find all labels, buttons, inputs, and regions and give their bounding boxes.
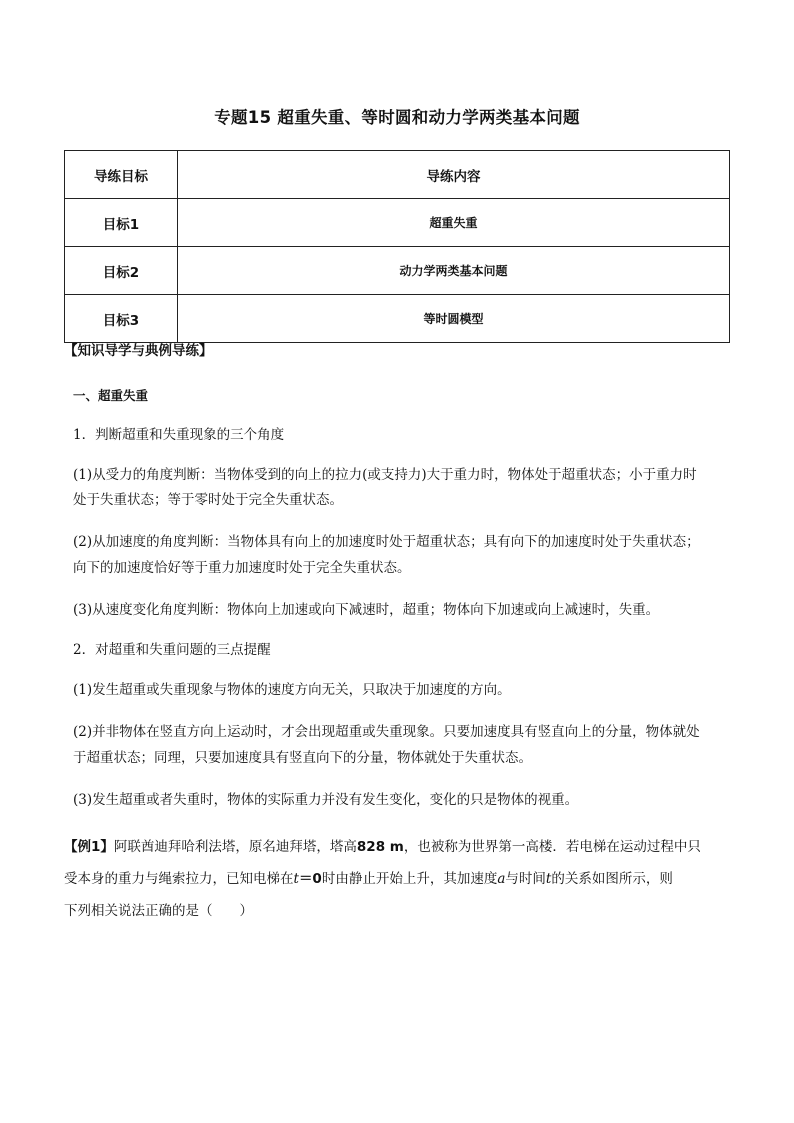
paragraph-line: (2)从加速度的角度判断：当物体具有向上的加速度时处于超重状态；具有向下的加速度时处于失重状态； [73,534,700,550]
example1-text: 阿联酋迪拜哈利法塔，原名迪拜塔，塔高 [113,839,357,855]
goals-table [64,150,730,343]
example1-line3: 下列相关说法正确的是（ ） [64,903,253,919]
example1-text: 时由静止开始上升，其加速度 [321,871,498,887]
paragraph-line: (1)从受力的角度判断：当物体受到的向上的拉力(或支持力)大于重力时，物体处于超重状态；小于重力时 [73,467,697,483]
part1-heading: 一、超重失重 [73,388,149,403]
table-header-row [65,151,730,199]
table-cell-target: 目标3 [65,295,178,343]
paragraph-line: (1)发生超重或失重现象与物体的速度方向无关，只取决于加速度的方向。 [73,682,511,698]
example1-text: ＝0 [298,871,322,887]
table-header-content: 导练内容 [178,151,730,199]
var-t: t [293,871,299,887]
example1-text: ，也被称为世界第一高楼．若电梯在运动过程中只 [403,839,701,855]
table-cell-target: 目标2 [65,247,178,295]
paragraph-line: 处于失重状态；等于零时处于完全失重状态。 [73,492,343,508]
table-header-target: 导练目标 [65,151,178,199]
example1-text: 受本身的重力与绳索拉力，已知电梯在 [64,871,294,887]
table-row [65,247,730,295]
var-a: a [497,871,506,887]
table-cell-content: 超重失重 [178,199,730,247]
table-row [65,295,730,343]
section-heading: 【知识导学与典例导练】 [64,343,213,359]
example1-text: 与时间 [505,871,546,887]
paragraph-line: (2)并非物体在竖直方向上运动时，才会出现超重或失重现象。只要加速度具有竖直向上的分量，物体就处 [73,724,700,740]
var-t: t [545,871,552,887]
table-row [65,199,730,247]
table-cell-content: 动力学两类基本问题 [178,247,730,295]
point2-heading: 2．对超重和失重问题的三点提醒 [73,642,271,658]
tower-height: 828 m [356,839,404,855]
paragraph-line: 于超重状态；同理，只要加速度具有竖直向下的分量，物体就处于失重状态。 [73,750,532,766]
table-cell-content: 等时圆模型 [178,295,730,343]
example1-label: 【例1】 [64,839,114,855]
paragraph-line: (3)发生超重或者失重时，物体的实际重力并没有发生变化，变化的只是物体的视重。 [73,792,579,808]
paragraph-line: 向下的加速度恰好等于重力加速度时处于完全失重状态。 [73,560,411,576]
point1-heading: 1．判断超重和失重现象的三个角度 [73,427,285,443]
page-title: 专题15 超重失重、等时圆和动力学两类基本问题 [214,108,580,127]
example1-text: 的关系如图所示，则 [551,871,673,887]
example1-line2 [64,866,724,893]
paragraph-line: (3)从速度变化角度判断：物体向上加速或向下减速时，超重；物体向下加速或向上减速时，失重。 [73,602,660,618]
table-cell-target: 目标1 [65,199,178,247]
example1-line1 [64,834,724,861]
